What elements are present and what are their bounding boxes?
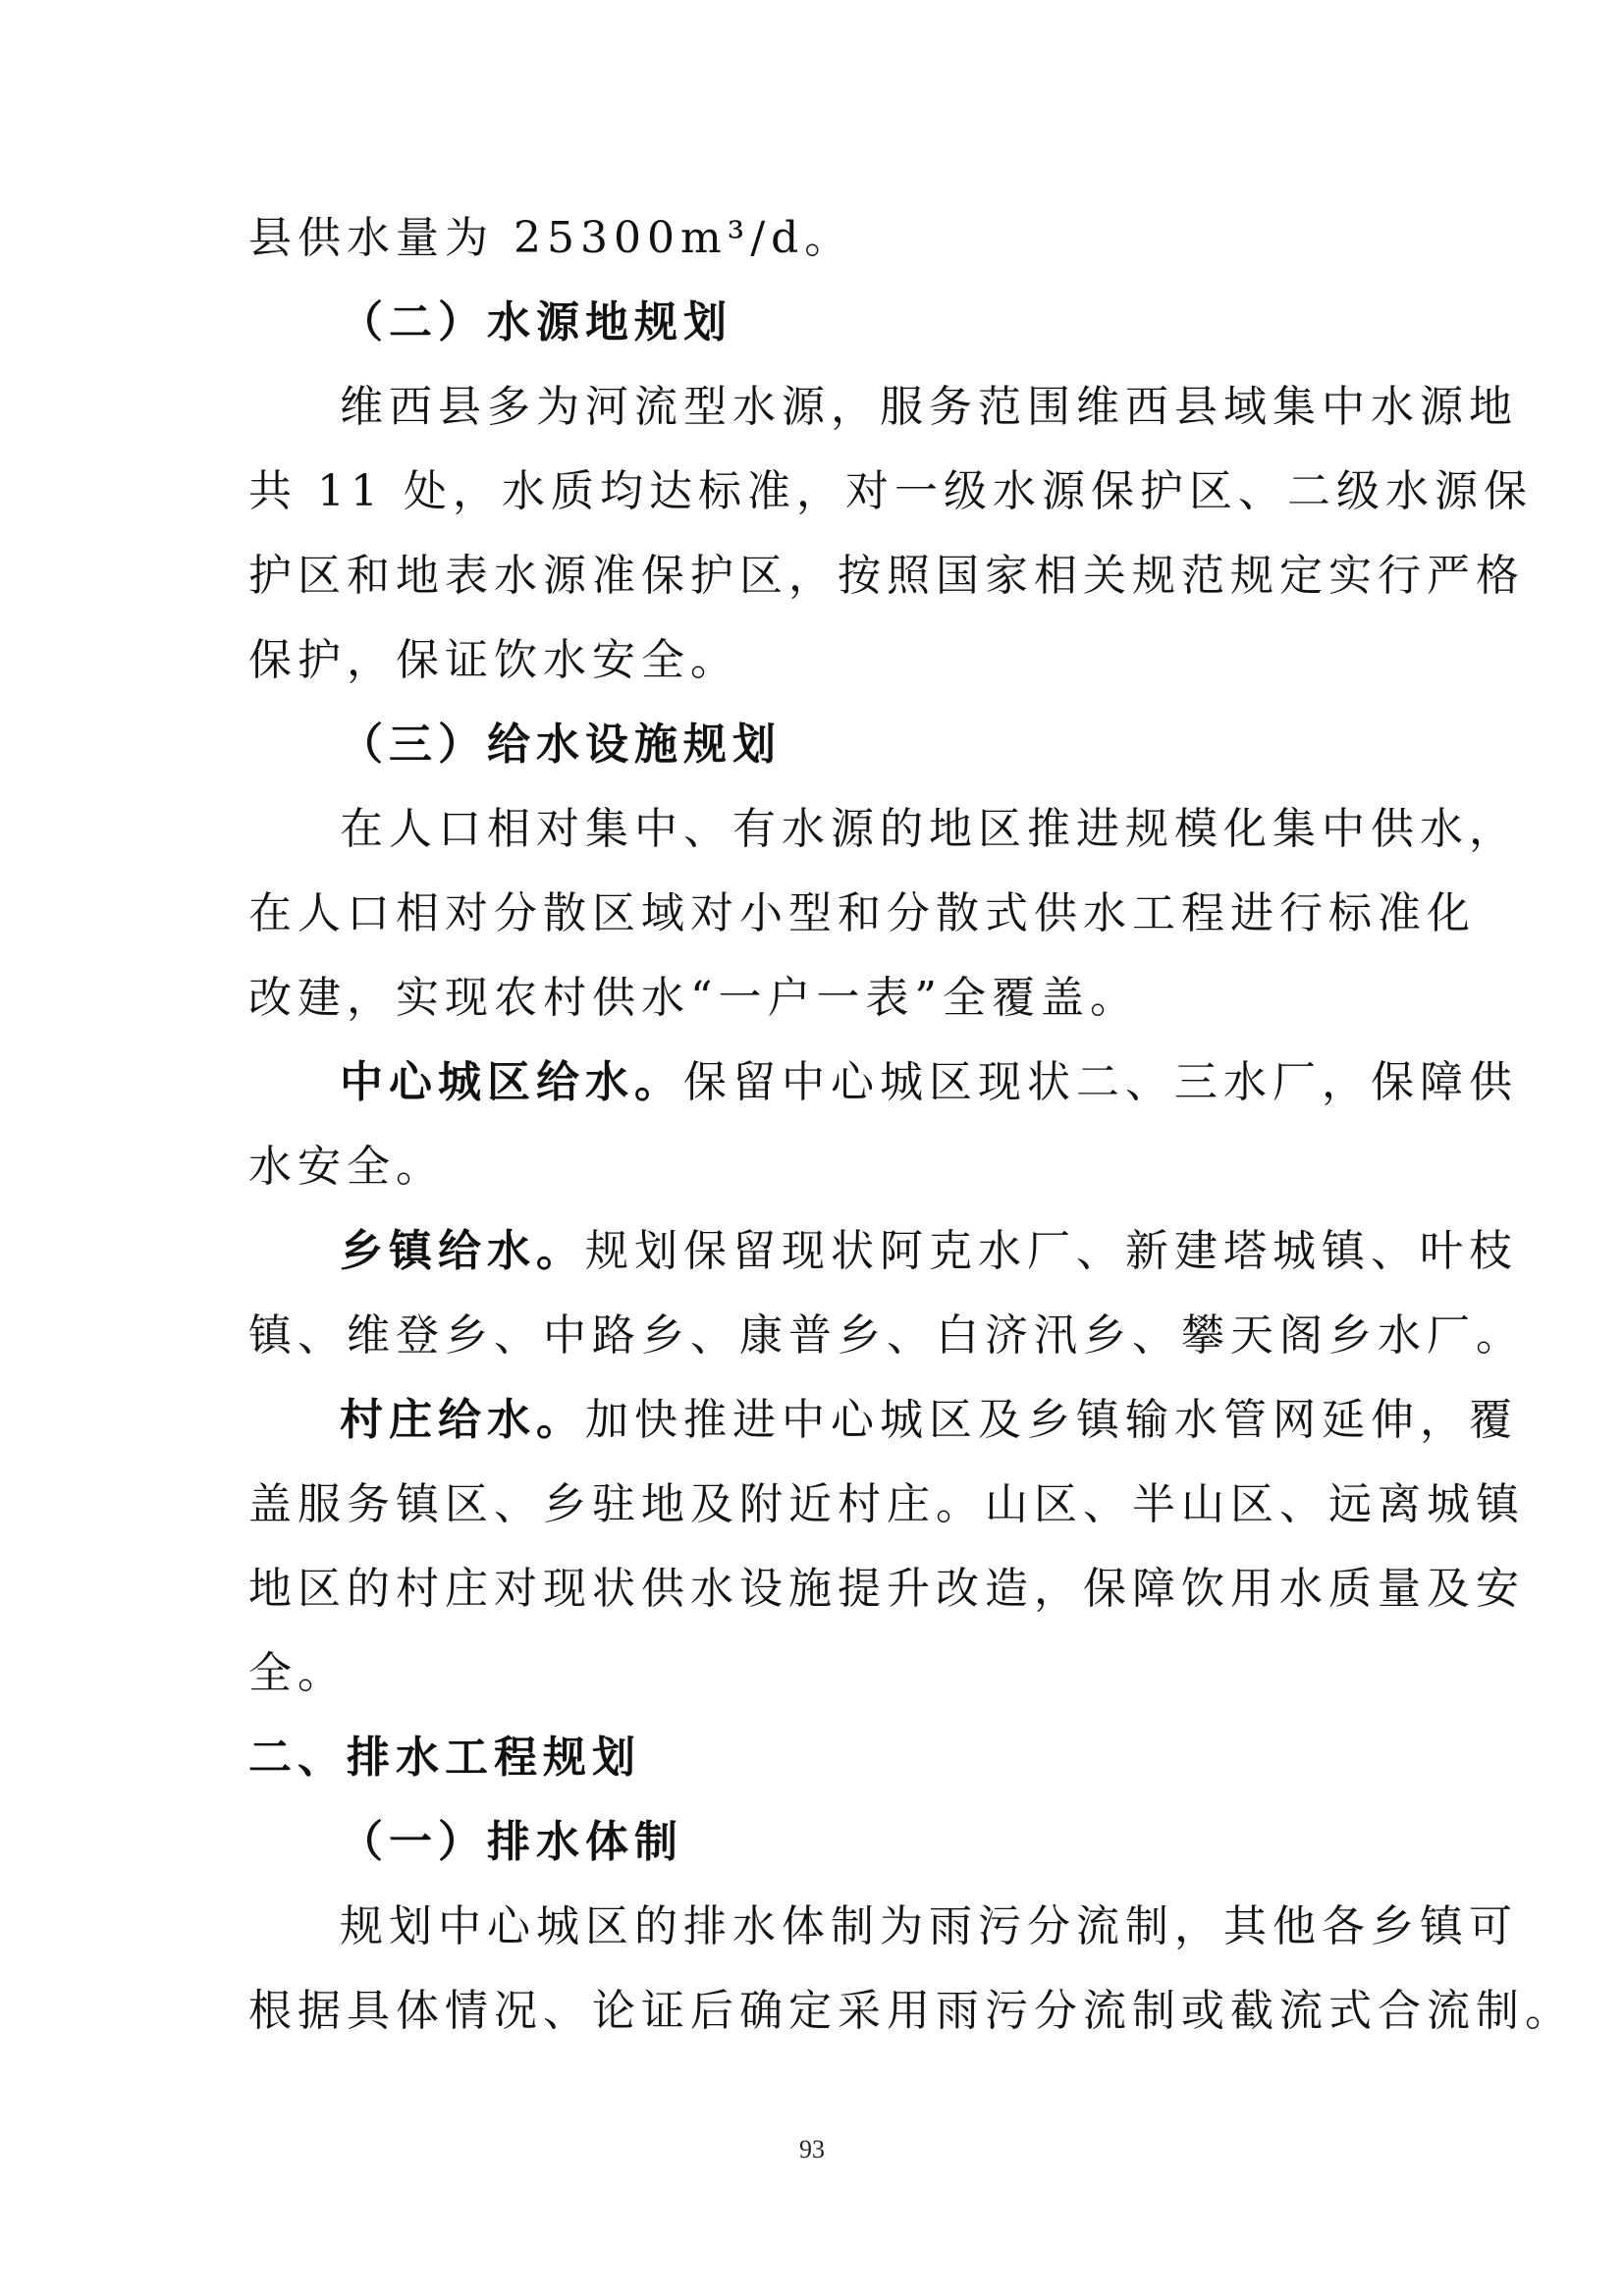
paragraph-line: 根据具体情况、论证后确定采用雨污分流制或截流式合流制。 [248,1986,1574,2036]
section-heading: （三）给水设施规划 [340,720,782,770]
paragraph-line: 县供水量为 25300m³/d。 [248,213,854,263]
paragraph-line: 中心城区给水。保留中心城区现状二、三水厂，保障供 [340,1057,1518,1107]
run-in-heading: 乡镇给水。 [340,1226,585,1276]
paragraph-line: 改建，实现农村供水“一户一表”全覆盖。 [248,973,1139,1023]
paragraph-line: 乡镇给水。规划保留现状阿克水厂、新建塔城镇、叶枝 [340,1226,1518,1276]
section-heading: （一）排水体制 [340,1817,683,1867]
section-heading: （二）水源地规划 [340,297,732,347]
paragraph-line: 镇、维登乡、中路乡、康普乡、白济汛乡、攀天阁乡水厂。 [248,1310,1525,1361]
paragraph-line: 规划中心城区的排水体制为雨污分流制，其他各乡镇可 [340,1901,1518,1951]
paragraph-line: 村庄给水。加快推进中心城区及乡镇输水管网延伸，覆 [340,1395,1518,1445]
paragraph-line: 在人口相对集中、有水源的地区推进规模化集中供水， [340,804,1518,854]
page-number: 93 [799,2135,825,2163]
paragraph-line: 水安全。 [248,1142,445,1192]
paragraph-line: 地区的村庄对现状供水设施提升改造，保障饮用水质量及安 [248,1564,1525,1614]
run-in-heading: 村庄给水。 [340,1395,585,1445]
paragraph-line: 维西县多为河流型水源，服务范围维西县域集中水源地 [340,382,1518,432]
paragraph-line: 保护，保证饮水安全。 [248,635,739,685]
run-in-heading: 中心城区给水。 [340,1057,683,1107]
paragraph-line: 全。 [248,1648,347,1698]
paragraph-line: 共 11 处，水质均达标准，对一级水源保护区、二级水源保 [248,466,1533,516]
chapter-heading: 二、排水工程规划 [248,1733,641,1783]
paragraph-line: 护区和地表水源准保护区，按照国家相关规范规定实行严格 [248,551,1525,601]
paragraph-line: 在人口相对分散区域对小型和分散式供水工程进行标准化 [248,888,1476,938]
paragraph-line: 盖服务镇区、乡驻地及附近村庄。山区、半山区、远离城镇 [248,1479,1525,1529]
